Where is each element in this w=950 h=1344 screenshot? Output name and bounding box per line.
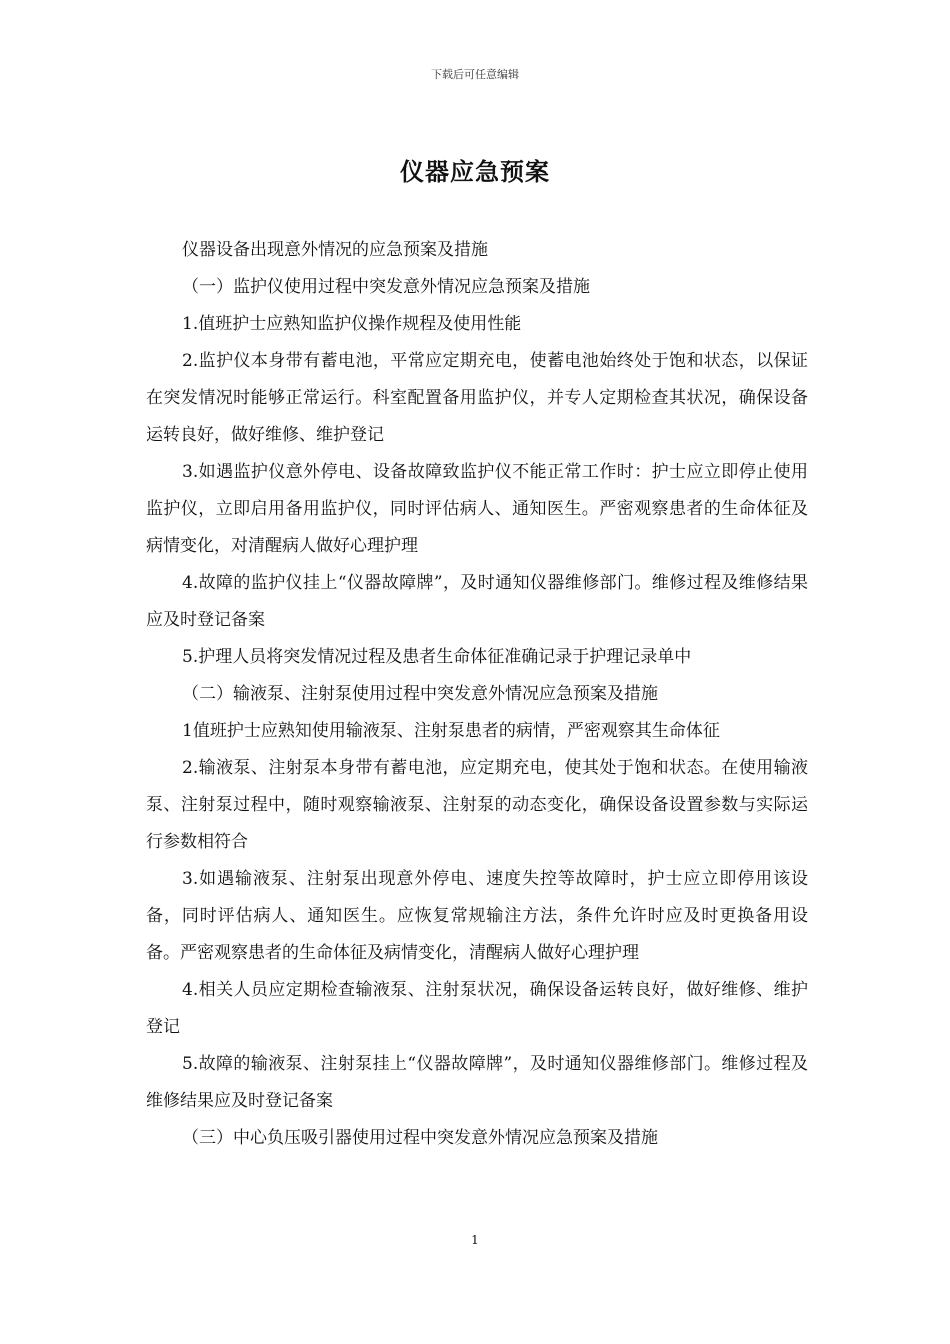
paragraph-item: 1.值班护士应熟知监护仪操作规程及使用性能	[182, 314, 522, 334]
header-note: 下载后可任意编辑	[431, 68, 519, 81]
paragraph-item: 4.相关人员应定期检查输液泵、注射泵状况，确保设备运转良好，做好维修、维护登记	[146, 980, 808, 1037]
paragraph-item: 2.输液泵、注射泵本身带有蓄电池，应定期充电，使其处于饱和状态。在使用输液泵、注射泵过程中，随时观察输液泵、注射泵的动态变化，确保设备设置参数与实际运行参数相符合	[146, 758, 808, 852]
paragraph-item: 5.故障的输液泵、注射泵挂上“仪器故障牌”，及时通知仪器维修部门。维修过程及维修结果应及时登记备案	[146, 1054, 808, 1111]
paragraph-item: 4.故障的监护仪挂上“仪器故障牌”，及时通知仪器维修部门。维修过程及维修结果应及时登记备案	[146, 573, 808, 630]
document-body	[146, 232, 808, 1157]
paragraph-item: 3.如遇输液泵、注射泵出现意外停电、速度失控等故障时，护士应立即停用该设备，同时评估病人、通知医生。应恢复常规输注方法，条件允许时应及时更换备用设备。严密观察患者的生命体征及病情变化，清醒病人做好心理护理	[146, 869, 808, 963]
section-heading-suction: （三）中心负压吸引器使用过程中突发意外情况应急预案及措施	[182, 1128, 658, 1148]
paragraph-item: 1值班护士应熟知使用输液泵、注射泵患者的病情，严密观察其生命体征	[182, 721, 720, 741]
paragraph-item: 2.监护仪本身带有蓄电池，平常应定期充电，使蓄电池始终处于饱和状态，以保证在突发情况时能够正常运行。科室配置备用监护仪，并专人定期检查其状况，确保设备运转良好，做好维修、维护登记	[146, 351, 808, 445]
paragraph-item: 5.护理人员将突发情况过程及患者生命体征准确记录于护理记录单中	[182, 647, 692, 667]
paragraph-intro: 仪器设备出现意外情况的应急预案及措施	[182, 240, 488, 260]
section-heading-monitor: （一）监护仪使用过程中突发意外情况应急预案及措施	[182, 277, 590, 297]
paragraph-item: 3.如遇监护仪意外停电、设备故障致监护仪不能正常工作时：护士应立即停止使用监护仪，立即启用备用监护仪，同时评估病人、通知医生。严密观察患者的生命体征及病情变化，对清醒病人做好心理护理	[146, 462, 808, 556]
section-heading-infusion-pump: （二）输液泵、注射泵使用过程中突发意外情况应急预案及措施	[182, 684, 658, 704]
page-number: 1	[471, 1233, 479, 1247]
document-title: 仪器应急预案	[400, 158, 550, 186]
